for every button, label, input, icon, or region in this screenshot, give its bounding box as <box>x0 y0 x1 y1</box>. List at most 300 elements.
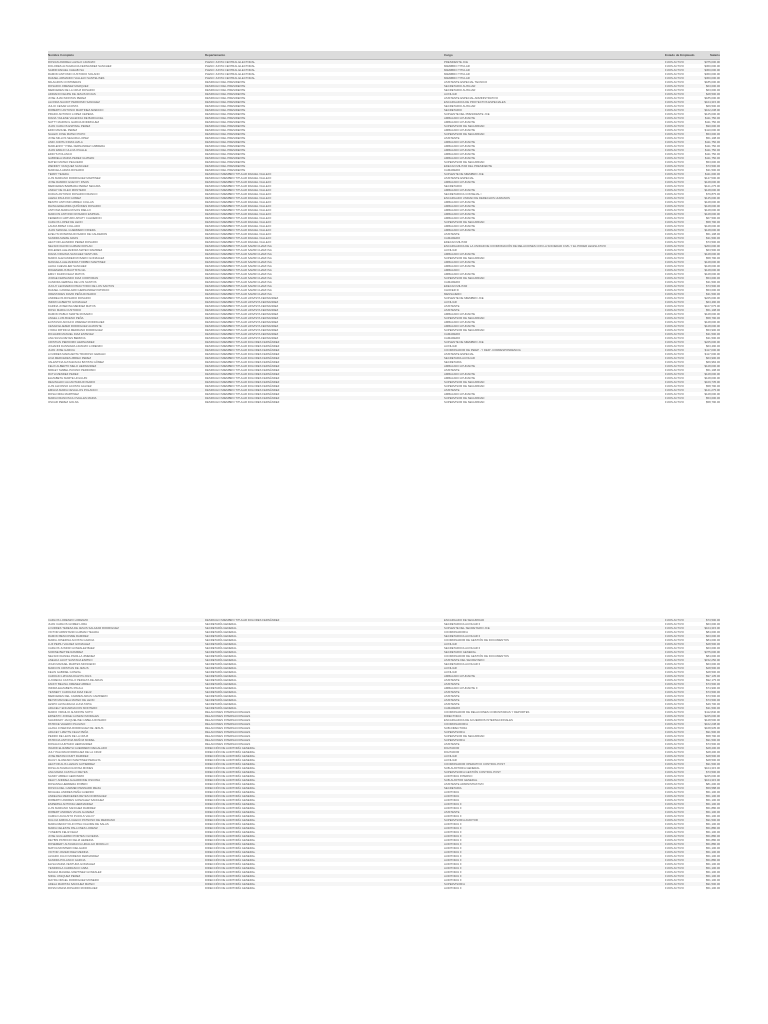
cell-estado: FIJOS ACTIVO <box>665 112 684 116</box>
cell-departamento: DESPACHO DEL PRESIDENTE <box>205 128 246 132</box>
cell-cargo: SECRETARIA <box>444 360 462 364</box>
cell-cargo: ASISTENTE ADMINISTRATIVO <box>444 782 484 786</box>
cell-estado: FIJOS ACTIVO <box>665 328 684 332</box>
cell-departamento: PLENO JUNTA CENTRAL ELECTORAL <box>205 68 255 72</box>
cell-departamento: SECRETARÍA GENERAL <box>205 666 237 670</box>
cell-estado: FIJOS ACTIVO <box>665 392 684 396</box>
cell-nombre: FELIX ALBERTO MELO HERNANDEZ <box>48 364 97 368</box>
cell-nombre: ANDRELOS ROSARIO ROSARIO <box>48 296 91 300</box>
cell-departamento: SECRETARÍA GENERAL <box>205 678 237 682</box>
cell-estado: FIJOS ACTIVO <box>665 368 684 372</box>
cell-departamento: DESPACHO MIEMBRO TITULAR SAMIR CHAMI ISA <box>205 256 272 260</box>
cell-cargo: AMBAJADO AYUDANTE <box>444 364 476 368</box>
cell-nombre: MAYRA ORGEL RODRIGUEZ MONERO <box>48 878 99 882</box>
cell-salario: $28,500.00 <box>706 754 720 758</box>
table-row <box>48 886 720 890</box>
cell-salario: $91,500.00 <box>706 762 720 766</box>
cell-nombre: VICTOR JAVIER PAEZ MEDINA <box>48 850 89 854</box>
cell-nombre: MARIA FRANCISCA OVALLES MARIA <box>48 396 97 400</box>
cell-estado: FIJOS ACTIVO <box>665 108 684 112</box>
cell-departamento: DESPACHO MIEMBRO TITULAR DOLORES FERNÁNDEZ <box>205 356 280 360</box>
cell-nombre: LUIS MARIANO RODRIGUEZ MARTINEZ <box>48 176 101 180</box>
cell-estado: FIJOS ACTIVO <box>665 642 684 646</box>
cell-cargo: COORDINADOR OPERATIVO CONTROL POST <box>444 762 505 766</box>
cell-estado: FIJOS ACTIVO <box>665 870 684 874</box>
cell-departamento: DESPACHO MIEMBRO TITULAR DOLORES FERNÁNDEZ <box>205 340 280 344</box>
cell-nombre: ANDHY DE OLEO MONTERO <box>48 188 87 192</box>
cell-salario: $58,790.00 <box>706 220 720 224</box>
cell-nombre: HECTOR ALIS LLENAS GUTIERREZ <box>48 762 95 766</box>
cell-salario: $84,000.00 <box>706 638 720 642</box>
cell-salario: $104,315.00 <box>704 626 720 630</box>
cell-estado: FIJOS ACTIVO <box>665 128 684 132</box>
cell-departamento: SECRETARÍA GENERAL <box>205 650 237 654</box>
cell-departamento: DESPACHO MIEMBRO TITULAR RAFAEL VALLEJO <box>205 180 272 184</box>
cell-cargo: AMBAJADO AYUDANTE <box>444 116 476 120</box>
cell-departamento: DESPACHO DEL PRESIDENTE <box>205 100 246 104</box>
cell-estado: FIJOS ACTIVO <box>665 874 684 878</box>
cell-nombre: ANTONIA MARIA ROVAS RIELLO <box>48 208 91 212</box>
cell-cargo: AUDITOR/A II <box>444 838 462 842</box>
cell-nombre: MARCOS ANTONIO ROSARIO ESPINAL <box>48 212 100 216</box>
cell-estado: FIJOS ACTIVO <box>665 376 684 380</box>
cell-salario: $128,000.00 <box>704 364 720 368</box>
cell-estado: FIJOS ACTIVO <box>665 276 684 280</box>
cell-estado: FIJOS ACTIVO <box>665 798 684 802</box>
cell-nombre: RHINA EDELMIRA QUIÑONES ROSARIO <box>48 204 101 208</box>
cell-cargo: AUDITOR/A <box>444 798 460 802</box>
cell-estado: FIJOS ACTIVO <box>665 846 684 850</box>
cell-cargo: AUDITOR/A II <box>444 814 462 818</box>
cell-salario: $375,000.00 <box>704 650 720 654</box>
cell-salario: $31,500.00 <box>706 332 720 336</box>
cell-departamento: DESPACHO MIEMBRO TITULAR SAMIR CHAMI ISA <box>205 248 272 252</box>
cell-nombre: DOLORES ALTAGRACIA FERNANDEZ SANCHEZ <box>48 64 112 68</box>
cell-cargo: AUDITOR/A II <box>444 850 462 854</box>
cell-departamento: DIRECCIÓN DE AUDITORÍA GENERAL <box>205 778 256 782</box>
cell-departamento: DIRECCIÓN DE AUDITORÍA GENERAL <box>205 854 256 858</box>
cell-estado: FIJOS ACTIVO <box>665 60 684 64</box>
cell-estado: FIJOS ACTIVO <box>665 830 684 834</box>
cell-departamento: SECRETARÍA GENERAL <box>205 694 237 698</box>
cell-salario: $147,500.00 <box>704 176 720 180</box>
cell-departamento: DIRECCIÓN DE AUDITORÍA GENERAL <box>205 766 256 770</box>
cell-estado: FIJOS ACTIVO <box>665 248 684 252</box>
cell-departamento: DIRECCIÓN DE AUDITORÍA GENERAL <box>205 818 256 822</box>
cell-cargo: ENCARGADO DE SEGURIDAD <box>444 618 485 622</box>
cell-salario: $128,000.00 <box>704 260 720 264</box>
cell-cargo: AUDITOR/A II <box>444 842 462 846</box>
cell-departamento: DESPACHO MIEMBRO TITULAR DOLORES FERNÁNDEZ <box>205 380 280 384</box>
cell-departamento: DIRECCIÓN DE AUDITORÍA GENERAL <box>205 822 256 826</box>
cell-departamento: DESPACHO MIEMBRO TITULAR HINVISTA FERNANDEZ <box>205 316 279 320</box>
cell-departamento: DESPACHO MIEMBRO TITULAR SAMIR CHAMI ISA <box>205 284 272 288</box>
cell-salario: $51,100.00 <box>706 822 720 826</box>
cell-salario: $51,100.00 <box>706 802 720 806</box>
cell-departamento: DIRECCIÓN DE AUDITORÍA GENERAL <box>205 758 256 762</box>
cell-cargo: DIRECTOR/A <box>444 714 462 718</box>
cell-departamento: DIRECCIÓN DE AUDITORÍA GENERAL <box>205 794 256 798</box>
cell-estado: FIJOS ACTIVO <box>665 658 684 662</box>
cell-salario: $128,000.00 <box>704 268 720 272</box>
cell-estado: FIJOS ACTIVO <box>665 842 684 846</box>
cell-cargo: ENCARGADO/A DE LA UNIDAD DE COORDINACIÓN DE RELACIONES CON LA SOCIEDAD CIVIL Y EL PODER LEGISLATIVO <box>444 244 606 248</box>
cell-estado: FIJOS ACTIVO <box>665 216 684 220</box>
cell-estado: FIJOS ACTIVO <box>665 738 684 742</box>
cell-departamento: DESPACHO MIEMBRO TITULAR DOLORES FERNÁNDEZ <box>205 352 280 356</box>
cell-estado: FIJOS ACTIVO <box>665 714 684 718</box>
cell-cargo: COORDINADOR DE GESTIÓN DE DOCUMENTOS <box>444 638 509 642</box>
cell-estado: FIJOS ACTIVO <box>665 100 684 104</box>
cell-departamento: DIRECCIÓN DE AUDITORÍA GENERAL <box>205 746 256 750</box>
cell-nombre: MARIO VIRGILIO ALMONTE SOTO <box>48 710 93 714</box>
cell-nombre: JUAN CARLOS GOMEZ LORA <box>48 622 88 626</box>
cell-nombre: JULY PALOMA RODRIGUEZ DE LA CRUZ <box>48 750 102 754</box>
cell-nombre: LUZ PEPILI VALDEZ GONZALEZ <box>48 642 91 646</box>
cell-cargo: AMBAJADO AYUDANTE <box>444 208 476 212</box>
cell-nombre: SAMIR RAFAEL CHEAB ISA <box>48 68 84 72</box>
cell-departamento: DIRECCIÓN DE AUDITORÍA GENERAL <box>205 754 256 758</box>
cell-salario: $109,735.00 <box>704 380 720 384</box>
cell-departamento: DESPACHO MIEMBRO TITULAR SAMIR CHAMI ISA <box>205 264 272 268</box>
cell-salario: $28,500.00 <box>706 670 720 674</box>
cell-estado: FIJOS ACTIVO <box>665 64 684 68</box>
cell-salario: $28,200.00 <box>706 750 720 754</box>
cell-cargo: SUPLENTE DEL PRESIDENTE JCE <box>444 112 490 116</box>
cell-cargo: AUDITOR/A II <box>444 834 462 838</box>
cell-nombre: ROSU MARIA CUSTODIO <box>48 308 82 312</box>
cell-cargo: ASISTENTE <box>444 682 460 686</box>
cell-nombre: RICHARD MANUEL DIAZ ESTEVEZ <box>48 332 94 336</box>
cell-nombre: ROBERT ANDRES VIUAN ALVAREZ <box>48 810 95 814</box>
cell-departamento: DESPACHO DEL PRESIDENTE <box>205 112 246 116</box>
cell-cargo: MENSAJERO <box>444 292 462 296</box>
cell-salario: $58,790.00 <box>706 316 720 320</box>
cell-departamento: DESPACHO DEL PRESIDENTE <box>205 132 246 136</box>
cell-cargo: SUPERVISOR/A <box>444 730 465 734</box>
cell-nombre: MARCOS CRISTIAN DE JESUS <box>48 666 89 670</box>
cell-salario: $51,100.00 <box>706 878 720 882</box>
cell-cargo: ASISTENTE <box>444 304 460 308</box>
cell-estado: FIJOS ACTIVO <box>665 80 684 84</box>
cell-departamento: DESPACHO MIEMBRO TITULAR SAMIR CHAMI ISA <box>205 244 272 248</box>
cell-estado: FIJOS ACTIVO <box>665 264 684 268</box>
cell-salario: $112,840.00 <box>704 710 720 714</box>
cell-salario: $91,500.00 <box>706 738 720 742</box>
cell-cargo: AMBAJADO AYUDANTE <box>444 200 476 204</box>
cell-salario: $104,315.00 <box>704 766 720 770</box>
cell-cargo: AMBAJADO AYUDANTE <box>444 180 476 184</box>
cell-salario: $51,100.00 <box>706 866 720 870</box>
cell-cargo: AUDITOR/A II <box>444 830 462 834</box>
cell-salario: $58,790.00 <box>706 384 720 388</box>
cell-departamento: RELACIONES INTERNACIONALES <box>205 726 251 730</box>
cell-estado: FIJOS ACTIVO <box>665 272 684 276</box>
cell-departamento: PLENO JUNTA CENTRAL ELECTORAL <box>205 72 255 76</box>
cell-cargo: SUPERVISOR DE SEGURIDAD <box>444 316 485 320</box>
cell-departamento: RELACIONES INTERNACIONALES <box>205 742 251 746</box>
cell-salario: $51,880.00 <box>706 842 720 846</box>
cell-nombre: LUIS MARIANO SANCHEZ RAMIREZ <box>48 806 96 810</box>
cell-estado: FIJOS ACTIVO <box>665 288 684 292</box>
cell-estado: FIJOS ACTIVO <box>665 396 684 400</box>
cell-estado: FIJOS ACTIVO <box>665 662 684 666</box>
cell-departamento: DESPACHO MIEMBRO TITULAR SAMIR CHAMI ISA <box>205 292 272 296</box>
cell-cargo: AMBAJADO AYUDANTE <box>444 224 476 228</box>
cell-departamento: DESPACHO MIEMBRO TITULAR DOLORES FERNÁNDEZ <box>205 384 280 388</box>
cell-nombre: SANDY ABREU GERONIMO <box>48 774 85 778</box>
cell-cargo: ASISTENTE DEL SECRETARIO <box>444 658 485 662</box>
cell-salario: $28,500.00 <box>706 666 720 670</box>
cell-nombre: FANNY BELINA JIMENEZ ABREU <box>48 682 91 686</box>
cell-estado: FIJOS ACTIVO <box>665 702 684 706</box>
cell-estado: FIJOS ACTIVO <box>665 240 684 244</box>
cell-cargo: SECRETARIO AUXILIAR <box>444 84 476 88</box>
cell-estado: FIJOS ACTIVO <box>665 866 684 870</box>
cell-estado: FIJOS ACTIVO <box>665 678 684 682</box>
cell-departamento: DESPACHO DEL PRESIDENTE <box>205 148 246 152</box>
cell-estado: FIJOS ACTIVO <box>665 742 684 746</box>
cell-salario: $81,200.00 <box>706 782 720 786</box>
cell-nombre: ALONDA NAUDIT PERDOMO SANCHEZ <box>48 100 100 104</box>
cell-cargo: ASISTENTE <box>444 698 460 702</box>
cell-estado: FIJOS ACTIVO <box>665 260 684 264</box>
cell-cargo: COORDINADOR/A <box>444 722 468 726</box>
cell-nombre: EVELYN ROSMINA ROSARIO DE CALDERON <box>48 232 108 236</box>
cell-departamento: DESPACHO MIEMBRO TITULAR RAFAEL VALLEJO <box>205 236 272 240</box>
cell-departamento: DIRECCIÓN DE AUDITORÍA GENERAL <box>205 850 256 854</box>
cell-salario: $128,000.00 <box>704 324 720 328</box>
cell-nombre: MERCEDES BARBARA PEREZ SEGURA <box>48 184 101 188</box>
cell-estado: FIJOS ACTIVO <box>665 356 684 360</box>
cell-departamento: DESPACHO MIEMBRO TITULAR SAMIR CHAMI ISA <box>205 276 272 280</box>
cell-departamento: DESPACHO MIEMBRO TITULAR HINVISTA FERNANDEZ <box>205 312 279 316</box>
cell-nombre: RAMON ANTONIO CUSTODIO SOLANO <box>48 72 100 76</box>
cell-cargo: SUB-AUDITOR/A GENERAL <box>444 766 480 770</box>
cell-cargo: SECRETARIO <box>444 108 462 112</box>
cell-departamento: DESPACHO MIEMBRO TITULAR HINVISTA FERNANDEZ <box>205 320 279 324</box>
cell-salario: $128,500.00 <box>704 718 720 722</box>
cell-estado: FIJOS ACTIVO <box>665 850 684 854</box>
cell-estado: FIJOS ACTIVO <box>665 814 684 818</box>
cell-salario: $92,175.00 <box>706 678 720 682</box>
cell-nombre: ELISA MARIA VENTURA GONZALEZ <box>48 862 96 866</box>
cell-nombre: INGRID ELIZABETH GUERRERO REGALADO <box>48 746 108 750</box>
cell-nombre: MERCEDES DE LA CRUZ ROSARIO <box>48 88 95 92</box>
cell-departamento: SECRETARÍA GENERAL <box>205 686 237 690</box>
cell-nombre: LUCRECIA CASTILLO PERALTA DE ARIAS <box>48 678 103 682</box>
cell-nombre: GABRIELA MARIA PEREZ GUZMAN <box>48 156 95 160</box>
header-salario: Salario <box>709 53 720 57</box>
cell-estado: FIJOS ACTIVO <box>665 758 684 762</box>
cell-nombre: ANDELINA MERCEDES REYES DOMINGUEZ <box>48 794 107 798</box>
cell-salario: $128,000.00 <box>704 200 720 204</box>
cell-nombre: MANUELA ALEJANDRA TORIBIO MARTINEZ <box>48 260 106 264</box>
cell-cargo: AMBAJADO AYUDANTE II <box>444 686 478 690</box>
cell-salario: $63,000.00 <box>706 646 720 650</box>
cell-estado: FIJOS ACTIVO <box>665 172 684 176</box>
cell-departamento: RELACIONES INTERNACIONALES <box>205 710 251 714</box>
cell-departamento: DESPACHO MIEMBRO TITULAR DOLORES FERNÁNDEZ <box>205 400 280 404</box>
cell-estado: FIJOS ACTIVO <box>665 654 684 658</box>
cell-nombre: BENITO ANTONIO ABREU COLLAS <box>48 200 94 204</box>
cell-salario: $58,790.00 <box>706 734 720 738</box>
cell-salario: $73,500.00 <box>706 240 720 244</box>
cell-nombre: JULIO CESAR ACOSTA <box>48 104 79 108</box>
cell-nombre: JOSE JUAN MONTAS PEREZ <box>48 96 87 100</box>
cell-nombre: DUDAS ANTONIO ROSARIO FRANCO <box>48 192 98 196</box>
cell-cargo: ASISTENTE <box>444 742 460 746</box>
cell-nombre: VICTOR ARMSTAND GUZMAN TEJADA <box>48 630 99 634</box>
cell-salario: $360,000.00 <box>704 64 720 68</box>
cell-nombre: ADELA MARITZA SANCHEZ MATEO <box>48 882 95 886</box>
cell-nombre: ISIDRO ALBERTO GONZALEZ <box>48 300 88 304</box>
cell-salario: $51,108.00 <box>706 136 720 140</box>
cell-salario: $360,000.00 <box>704 76 720 80</box>
cell-nombre: ELIZABETH MARTE HOLGUIN <box>48 376 88 380</box>
cell-salario: $28,500.00 <box>706 92 720 96</box>
cell-departamento: DIRECCIÓN DE AUDITORÍA GENERAL <box>205 782 256 786</box>
cell-nombre: MATEO MATEO PEGUERO <box>48 160 84 164</box>
cell-departamento: DIRECCIÓN DE AUDITORÍA GENERAL <box>205 750 256 754</box>
cell-estado: FIJOS ACTIVO <box>665 164 684 168</box>
cell-nombre: CARLOS LORENZO LORENZO <box>48 618 89 622</box>
cell-nombre: ARACEY LIZETTE FELIZ PEÑA <box>48 730 89 734</box>
cell-departamento: RELACIONES INTERNACIONALES <box>205 714 251 718</box>
cell-cargo: AMBAJADO AYUDANTE <box>444 228 476 232</box>
cell-salario: $111,750.00 <box>704 140 720 144</box>
cell-nombre: MARLENNY YTZEL FERNANDEZ CABRERA <box>48 144 105 148</box>
cell-departamento: DESPACHO MIEMBRO TITULAR DOLORES FERNÁNDEZ <box>205 364 280 368</box>
cell-cargo: SUPERVISOR DE SEGURIDAD <box>444 160 485 164</box>
cell-salario: $360,000.00 <box>704 72 720 76</box>
cell-salario: $51,100.00 <box>706 846 720 850</box>
cell-salario: $73,500.00 <box>706 618 720 622</box>
cell-estado: FIJOS ACTIVO <box>665 674 684 678</box>
cell-nombre: RAULY ALVARADO MARTINEZ PERALTA <box>48 758 101 762</box>
cell-salario: $73,500.00 <box>706 164 720 168</box>
cell-cargo: AMBAJADO AYUDANTE <box>444 272 476 276</box>
cell-nombre: MARIA CELESTE PALLONES LORENZ <box>48 826 98 830</box>
cell-nombre: YENDROLA CARRASCO CABA <box>48 866 89 870</box>
cell-departamento: DIRECCIÓN DE AUDITORÍA GENERAL <box>205 862 256 866</box>
cell-estado: FIJOS ACTIVO <box>665 774 684 778</box>
cell-nombre: MERCEDES DEL CARMEN ARIAS CAMINERO <box>48 694 108 698</box>
cell-cargo: ENCARGADO/A DE PROYECTOS ESPECIALES <box>444 100 506 104</box>
cell-estado: FIJOS ACTIVO <box>665 148 684 152</box>
cell-nombre: ROSIAN ANDREA LAZALO LIRANZO <box>48 60 96 64</box>
cell-nombre: CARLOS LOPEZ DE LEON <box>48 220 83 224</box>
cell-estado: FIJOS ACTIVO <box>665 384 684 388</box>
cell-estado: FIJOS ACTIVO <box>665 818 684 822</box>
cell-estado: FIJOS ACTIVO <box>665 372 684 376</box>
cell-departamento: DESPACHO MIEMBRO TITULAR RAFAEL VALLEJO <box>205 184 272 188</box>
cell-nombre: NELSON DAVID GUZMAN DIPLAN <box>48 244 93 248</box>
cell-cargo: AUXILIAR <box>444 248 457 252</box>
cell-cargo: AUDITOR/A II <box>444 858 462 862</box>
cell-estado: FIJOS ACTIVO <box>665 882 684 886</box>
cell-departamento: DESPACHO MIEMBRO TITULAR DOLORES FERNÁNDEZ <box>205 618 280 622</box>
cell-salario: $168,935.00 <box>704 726 720 730</box>
cell-cargo: AMBAJADO AYUDANTE <box>444 128 476 132</box>
cell-estado: FIJOS ACTIVO <box>665 220 684 224</box>
cell-estado: FIJOS ACTIVO <box>665 96 684 100</box>
cell-salario: $225,000.00 <box>704 340 720 344</box>
cell-nombre: CESAR ELIEZER RODRIGUEZ ALMONTE <box>48 324 102 328</box>
cell-departamento: DESPACHO MIEMBRO TITULAR RAFAEL VALLEJO <box>205 172 272 176</box>
cell-nombre: JOSE MILLOS SEGURA LOPEZ <box>48 136 89 140</box>
cell-departamento: DESPACHO MIEMBRO TITULAR SAMIR CHAMI ISA <box>205 252 272 256</box>
cell-cargo: SECRETARIO AUXILIAR <box>444 104 476 108</box>
cell-salario: $63,900.00 <box>706 356 720 360</box>
cell-salario: $51,100.00 <box>706 798 720 802</box>
cell-nombre: CRISTIAN PERDOMO HERNANDEZ <box>48 340 95 344</box>
cell-salario: $128,000.00 <box>704 372 720 376</box>
cell-cargo: AUXILIAR <box>444 666 457 670</box>
cell-nombre: ALENA PAULINO GOMEZ <box>48 196 81 200</box>
cell-cargo: MIEMBRO TITULAR <box>444 72 470 76</box>
cell-estado: FIJOS ACTIVO <box>665 650 684 654</box>
cell-cargo: MIEMBRO TITULAR <box>444 68 470 72</box>
cell-salario: $53,000.00 <box>706 276 720 280</box>
cell-nombre: NIRAL VASQUEZ PEREZ <box>48 874 81 878</box>
cell-departamento: DESPACHO MIEMBRO TITULAR SAMIR CHAMI ISA <box>205 288 272 292</box>
cell-cargo: AUDITOR/A II <box>444 862 462 866</box>
cell-cargo: AMBAJADO AYUDANTE <box>444 252 476 256</box>
cell-nombre: TERRY TEJEDA <box>48 172 69 176</box>
cell-nombre: LINA MERCEDES ABREU PEREZ <box>48 356 92 360</box>
cell-salario: $51,880.00 <box>706 838 720 842</box>
cell-salario: $111,750.00 <box>704 152 720 156</box>
cell-departamento: DESPACHO MIEMBRO TITULAR HINVISTA FERNANDEZ <box>205 324 279 328</box>
cell-departamento: SECRETARÍA GENERAL <box>205 670 237 674</box>
cell-estado: FIJOS ACTIVO <box>665 244 684 248</box>
cell-nombre: LOURDES MARGARITA TRUROSO GERALD <box>48 352 106 356</box>
cell-departamento: SECRETARÍA GENERAL <box>205 702 237 706</box>
cell-cargo: AMBAJADO AYUDANTE <box>444 376 476 380</box>
cell-departamento: DESPACHO MIEMBRO TITULAR DOLORES FERNÁNDEZ <box>205 392 280 396</box>
cell-estado: FIJOS ACTIVO <box>665 622 684 626</box>
cell-estado: FIJOS ACTIVO <box>665 340 684 344</box>
cell-salario: $51,880.00 <box>706 826 720 830</box>
cell-departamento: DESPACHO DEL PRESIDENTE <box>205 152 246 156</box>
cell-estado: FIJOS ACTIVO <box>665 730 684 734</box>
cell-cargo: AMBAJADO AYUDANTE <box>444 392 476 396</box>
cell-salario: $53,000.00 <box>706 288 720 292</box>
cell-cargo: MIEMBRO TITULAR <box>444 64 470 68</box>
cell-cargo: SUPERVISOR/A AUDITOR <box>444 818 478 822</box>
cell-cargo: ASISTENTE <box>444 694 460 698</box>
cell-estado: FIJOS ACTIVO <box>665 76 684 80</box>
cell-estado: FIJOS ACTIVO <box>665 116 684 120</box>
cell-nombre: JUAN CARLOS ESPINAL PEREZ <box>48 124 91 128</box>
cell-estado: FIJOS ACTIVO <box>665 854 684 858</box>
cell-cargo: AUDITOR/A II <box>444 886 462 890</box>
cell-departamento: DIRECCIÓN DE AUDITORÍA GENERAL <box>205 806 256 810</box>
cell-salario: $111,000.00 <box>704 172 720 176</box>
cell-estado: FIJOS ACTIVO <box>665 360 684 364</box>
cell-departamento: PLENO JUNTA CENTRAL ELECTORAL <box>205 76 255 80</box>
cell-salario: $91,500.00 <box>706 882 720 886</box>
cell-salario: $51,100.00 <box>706 790 720 794</box>
cell-nombre: ORESTADES DAVID PEÑA ROSARIO <box>48 292 97 296</box>
cell-cargo: ASISTENTE <box>444 368 460 372</box>
cell-departamento: DESPACHO MIEMBRO TITULAR SAMIR CHAMI ISA <box>205 268 272 272</box>
cell-cargo: AUDITOR/A II <box>444 854 462 858</box>
cell-salario: $121,275.00 <box>704 388 720 392</box>
cell-estado: FIJOS ACTIVO <box>665 634 684 638</box>
cell-departamento: DIRECCIÓN DE AUDITORÍA GENERAL <box>205 826 256 830</box>
